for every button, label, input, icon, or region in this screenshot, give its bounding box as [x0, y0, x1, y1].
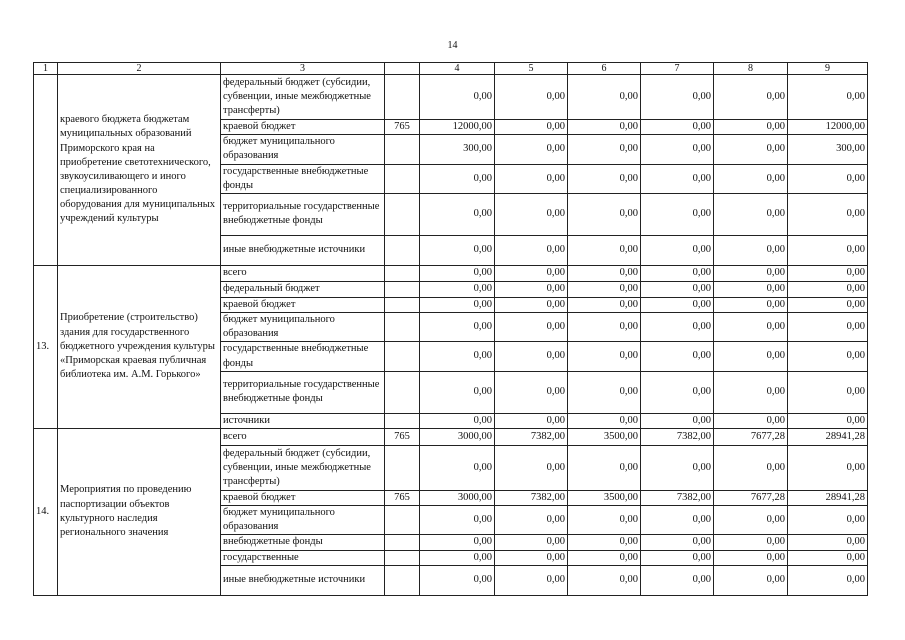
funding-source: иные внебюджетные источники [221, 235, 385, 265]
amount-cell: 0,00 [788, 445, 868, 490]
amount-cell: 0,00 [420, 193, 495, 235]
funding-source: государственные внебюджетные фонды [221, 342, 385, 371]
budget-code [385, 342, 420, 371]
amount-cell: 0,00 [641, 120, 714, 135]
table-row [34, 428, 868, 445]
amount-cell: 0,00 [495, 164, 568, 193]
amount-cell: 7382,00 [495, 490, 568, 505]
amount-cell: 0,00 [420, 281, 495, 297]
budget-code [385, 506, 420, 535]
amount-cell: 0,00 [568, 565, 641, 595]
amount-cell: 0,00 [788, 297, 868, 312]
funding-source: всего [221, 265, 385, 281]
header-cell: 8 [714, 63, 788, 75]
amount-cell: 0,00 [420, 265, 495, 281]
amount-cell: 0,00 [714, 193, 788, 235]
amount-cell: 0,00 [641, 265, 714, 281]
amount-cell: 0,00 [788, 313, 868, 342]
budget-code [385, 235, 420, 265]
amount-cell: 0,00 [568, 281, 641, 297]
amount-cell: 0,00 [714, 342, 788, 371]
header-cell: 1 [34, 63, 58, 75]
amount-cell: 0,00 [568, 550, 641, 565]
amount-cell: 0,00 [420, 413, 495, 428]
budget-code: 765 [385, 490, 420, 505]
amount-cell: 0,00 [495, 342, 568, 371]
amount-cell: 0,00 [788, 193, 868, 235]
item-index [34, 75, 58, 266]
amount-cell: 0,00 [714, 413, 788, 428]
amount-cell: 0,00 [788, 75, 868, 120]
amount-cell: 28941,28 [788, 428, 868, 445]
header-cell: 3 [221, 63, 385, 75]
budget-code: 765 [385, 428, 420, 445]
header-cell: 9 [788, 63, 868, 75]
amount-cell: 0,00 [568, 313, 641, 342]
budget-code [385, 297, 420, 312]
item-name: Приобретение (строительство) здания для государственного бюджетного учреждения культуры «Приморская краевая публичная библиотека им. А.М. Горького» [58, 265, 221, 428]
amount-cell: 0,00 [568, 342, 641, 371]
funding-source: всего [221, 428, 385, 445]
amount-cell: 0,00 [714, 506, 788, 535]
budget-code [385, 550, 420, 565]
amount-cell: 0,00 [714, 535, 788, 550]
amount-cell: 12000,00 [420, 120, 495, 135]
amount-cell: 28941,28 [788, 490, 868, 505]
amount-cell: 0,00 [714, 313, 788, 342]
amount-cell: 0,00 [641, 313, 714, 342]
amount-cell: 0,00 [714, 550, 788, 565]
amount-cell: 0,00 [420, 506, 495, 535]
amount-cell: 0,00 [641, 565, 714, 595]
amount-cell: 0,00 [714, 120, 788, 135]
amount-cell: 7382,00 [641, 428, 714, 445]
budget-table [33, 62, 868, 596]
amount-cell: 0,00 [568, 235, 641, 265]
amount-cell: 0,00 [714, 235, 788, 265]
amount-cell: 0,00 [641, 506, 714, 535]
amount-cell: 0,00 [788, 535, 868, 550]
budget-code: 765 [385, 120, 420, 135]
budget-code [385, 413, 420, 428]
funding-source: территориальные государственные внебюджетные фонды [221, 193, 385, 235]
amount-cell: 0,00 [420, 535, 495, 550]
amount-cell: 0,00 [568, 445, 641, 490]
amount-cell: 0,00 [568, 193, 641, 235]
budget-code [385, 445, 420, 490]
amount-cell: 3000,00 [420, 490, 495, 505]
amount-cell: 0,00 [495, 506, 568, 535]
amount-cell: 0,00 [641, 445, 714, 490]
funding-source: краевой бюджет [221, 120, 385, 135]
amount-cell: 0,00 [420, 565, 495, 595]
amount-cell: 0,00 [714, 565, 788, 595]
amount-cell: 0,00 [568, 75, 641, 120]
amount-cell: 0,00 [641, 281, 714, 297]
amount-cell: 0,00 [714, 164, 788, 193]
amount-cell: 0,00 [420, 75, 495, 120]
amount-cell: 0,00 [714, 265, 788, 281]
amount-cell: 0,00 [420, 235, 495, 265]
header-row [34, 63, 868, 75]
amount-cell: 0,00 [568, 265, 641, 281]
funding-source: федеральный бюджет [221, 281, 385, 297]
funding-source: территориальные государственные внебюджетные фонды [221, 371, 385, 413]
amount-cell: 0,00 [641, 550, 714, 565]
amount-cell: 0,00 [641, 297, 714, 312]
amount-cell: 0,00 [641, 342, 714, 371]
amount-cell: 0,00 [788, 413, 868, 428]
funding-source: краевой бюджет [221, 490, 385, 505]
budget-code [385, 313, 420, 342]
amount-cell: 7677,28 [714, 490, 788, 505]
amount-cell: 0,00 [714, 445, 788, 490]
header-cell: 7 [641, 63, 714, 75]
funding-source: федеральный бюджет (субсидии, субвенции, иные межбюджетные трансферты) [221, 75, 385, 120]
amount-cell: 0,00 [568, 135, 641, 164]
funding-source: государственные [221, 550, 385, 565]
amount-cell: 0,00 [641, 75, 714, 120]
amount-cell: 0,00 [495, 413, 568, 428]
amount-cell: 3500,00 [568, 490, 641, 505]
amount-cell: 0,00 [495, 193, 568, 235]
budget-code [385, 164, 420, 193]
amount-cell: 300,00 [420, 135, 495, 164]
amount-cell: 0,00 [495, 550, 568, 565]
amount-cell: 0,00 [788, 281, 868, 297]
item-index: 13. [34, 265, 58, 428]
table-row [34, 75, 868, 120]
amount-cell: 0,00 [420, 550, 495, 565]
funding-source: государственные внебюджетные фонды [221, 164, 385, 193]
amount-cell: 0,00 [495, 535, 568, 550]
amount-cell: 3000,00 [420, 428, 495, 445]
item-name: Мероприятия по проведению паспортизации объектов культурного наследия регионального значения [58, 428, 221, 595]
amount-cell: 0,00 [420, 445, 495, 490]
amount-cell: 0,00 [568, 413, 641, 428]
amount-cell: 0,00 [495, 235, 568, 265]
amount-cell: 0,00 [420, 313, 495, 342]
amount-cell: 0,00 [714, 75, 788, 120]
amount-cell: 0,00 [641, 164, 714, 193]
header-cell: 4 [420, 63, 495, 75]
budget-code [385, 135, 420, 164]
amount-cell: 0,00 [495, 135, 568, 164]
page-number: 14 [447, 40, 458, 51]
funding-source: иные внебюджетные источники [221, 565, 385, 595]
funding-source: источники [221, 413, 385, 428]
amount-cell: 12000,00 [788, 120, 868, 135]
amount-cell: 0,00 [788, 164, 868, 193]
amount-cell: 0,00 [714, 297, 788, 312]
amount-cell: 0,00 [568, 297, 641, 312]
amount-cell: 0,00 [788, 371, 868, 413]
amount-cell: 0,00 [495, 281, 568, 297]
header-cell: 6 [568, 63, 641, 75]
amount-cell: 0,00 [714, 135, 788, 164]
amount-cell: 7382,00 [495, 428, 568, 445]
amount-cell: 0,00 [788, 550, 868, 565]
amount-cell: 7677,28 [714, 428, 788, 445]
amount-cell: 0,00 [568, 371, 641, 413]
budget-code [385, 75, 420, 120]
amount-cell: 0,00 [641, 193, 714, 235]
table-row [34, 265, 868, 281]
amount-cell: 0,00 [788, 265, 868, 281]
amount-cell: 0,00 [641, 413, 714, 428]
budget-code [385, 535, 420, 550]
budget-code [385, 193, 420, 235]
item-index: 14. [34, 428, 58, 595]
amount-cell: 0,00 [420, 342, 495, 371]
amount-cell: 0,00 [495, 371, 568, 413]
budget-code [385, 281, 420, 297]
amount-cell: 0,00 [641, 235, 714, 265]
budget-code [385, 371, 420, 413]
amount-cell: 0,00 [568, 164, 641, 193]
header-cell: 5 [495, 63, 568, 75]
budget-code [385, 565, 420, 595]
amount-cell: 0,00 [788, 235, 868, 265]
budget-code [385, 265, 420, 281]
amount-cell: 0,00 [714, 371, 788, 413]
funding-source: внебюджетные фонды [221, 535, 385, 550]
amount-cell: 0,00 [568, 535, 641, 550]
amount-cell: 0,00 [788, 342, 868, 371]
table-body [34, 63, 868, 596]
amount-cell: 0,00 [788, 506, 868, 535]
amount-cell: 7382,00 [641, 490, 714, 505]
amount-cell: 0,00 [420, 164, 495, 193]
funding-source: бюджет муниципального образования [221, 313, 385, 342]
amount-cell: 0,00 [495, 565, 568, 595]
amount-cell: 0,00 [495, 313, 568, 342]
amount-cell: 0,00 [495, 445, 568, 490]
amount-cell: 300,00 [788, 135, 868, 164]
amount-cell: 0,00 [714, 281, 788, 297]
header-cell [385, 63, 420, 75]
amount-cell: 0,00 [495, 297, 568, 312]
funding-source: краевой бюджет [221, 297, 385, 312]
funding-source: бюджет муниципального образования [221, 506, 385, 535]
amount-cell: 0,00 [568, 506, 641, 535]
amount-cell: 0,00 [641, 371, 714, 413]
amount-cell: 0,00 [788, 565, 868, 595]
amount-cell: 0,00 [641, 135, 714, 164]
amount-cell: 0,00 [568, 120, 641, 135]
header-cell: 2 [58, 63, 221, 75]
amount-cell: 0,00 [495, 265, 568, 281]
amount-cell: 0,00 [641, 535, 714, 550]
amount-cell: 3500,00 [568, 428, 641, 445]
item-name: краевого бюджета бюджетам муниципальных образований Приморского края на приобретение светотехнического, звукоусиливающего и иного специализированного оборудования для муниципальных учреждений культуры [58, 75, 221, 266]
amount-cell: 0,00 [420, 297, 495, 312]
funding-source: бюджет муниципального образования [221, 135, 385, 164]
amount-cell: 0,00 [420, 371, 495, 413]
funding-source: федеральный бюджет (субсидии, субвенции, иные межбюджетные трансферты) [221, 445, 385, 490]
amount-cell: 0,00 [495, 75, 568, 120]
amount-cell: 0,00 [495, 120, 568, 135]
